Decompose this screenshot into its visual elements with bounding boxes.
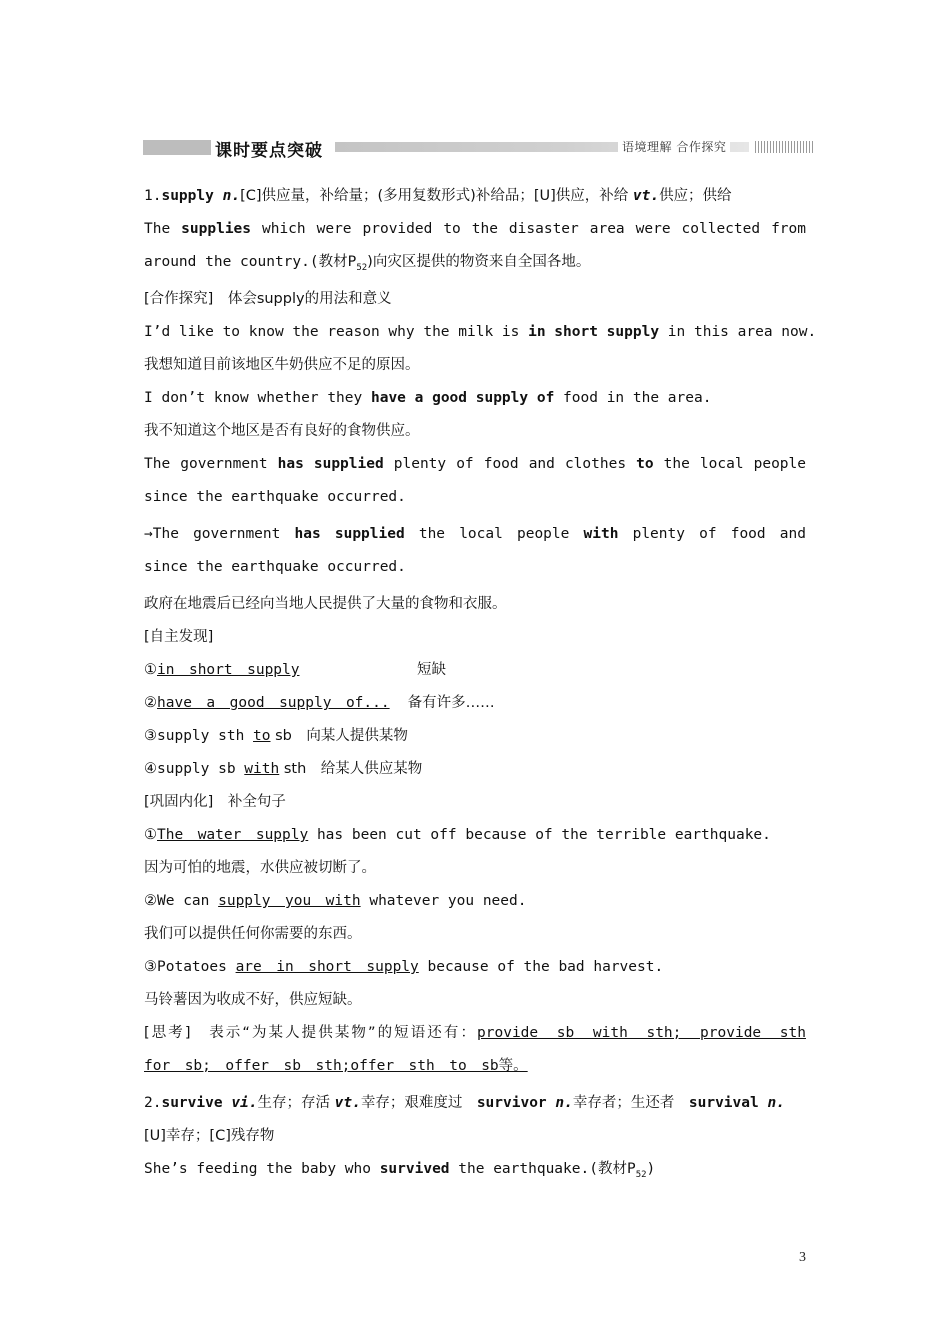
document-body <box>144 181 817 1187</box>
entry-survive-def-cont: [U]幸存；[C]残存物 <box>144 1128 275 1144</box>
exercise-2: ②We can supply you with whatever you need. <box>144 893 527 909</box>
answer-blank: for sb; offer sb sth;offer sth to sb等。 <box>144 1058 528 1074</box>
exercise-3-translation: 马铃薯因为收成不好，供应短缺。 <box>144 992 362 1008</box>
think-note: [思考] 表示“为某人提供某物”的短语还有：provide sb with sth; provide sth <box>144 1025 806 1041</box>
phrase-4: ④supply sb with sth 给某人供应某物 <box>144 761 423 777</box>
section-title: 课时要点突破 <box>215 141 323 161</box>
coop-example-2: I don’t know whether they have a good supply of food in the area. <box>144 390 712 406</box>
coop-example-4-cont: since the earthquake occurred. <box>144 559 406 575</box>
answer-blank: are in short supply <box>235 959 419 975</box>
page-number: 3 <box>799 1250 806 1265</box>
coop-label: [合作探究] 体会supply的用法和意义 <box>144 291 392 307</box>
self-discovery-label: [自主发现] <box>144 629 214 645</box>
exercise-3: ③Potatoes are in short supply because of the bad harvest. <box>144 959 664 975</box>
answer-blank: supply you with <box>218 893 361 909</box>
answer-blank: have a good supply of... <box>157 695 390 711</box>
example-sentence: The supplies which were provided to the disaster area were collected from <box>144 221 806 237</box>
entry-survive-heading: 2.survive vi.生存；存活 vt.幸存；艰难度过 survivor n.幸存者；生还者 survival n. <box>144 1095 785 1111</box>
headword: supply <box>161 188 214 204</box>
exercise-1: ①The water supply has been cut off because of the terrible earthquake. <box>144 827 771 843</box>
phrase-2: ②have a good supply of... 备有许多…… <box>144 695 495 711</box>
entry-supply-heading: 1.supply n.[C]供应量，补给量；(多用复数形式)补给品；[U]供应，补给 vt.供应；供给 <box>144 188 732 204</box>
example-sentence-cont: around the country.(教材$P_{52}$)向灾区提供的物资来自全国各地。 <box>144 254 591 273</box>
section-subtitle: 语境理解 合作探究 <box>618 138 730 155</box>
coop-example-4: →The government has supplied the local people with plenty of food and <box>144 526 806 542</box>
headword: survive <box>161 1095 223 1111</box>
survive-example: She’s feeding the baby who survived the earthquake.(教材$P_{52}$) <box>144 1161 656 1180</box>
answer-blank: provide sb with sth; provide sth <box>477 1025 806 1041</box>
answer-blank: to <box>253 728 271 744</box>
think-note-cont <box>144 1051 806 1088</box>
answer-blank: in short supply <box>157 662 300 678</box>
answer-blank: with <box>244 761 280 777</box>
coop-example-1: I’d like to know the reason why the milk is in short supply in this area now. <box>144 324 817 340</box>
coop-example-3-cont: since the earthquake occurred. <box>144 489 406 505</box>
answer-blank: The water supply <box>157 827 309 843</box>
exercise-1-translation: 因为可怕的地震，水供应被切断了。 <box>144 860 376 876</box>
exercise-2-translation: 我们可以提供任何你需要的东西。 <box>144 926 362 942</box>
coop-translation-1: 我想知道目前该地区牛奶供应不足的原因。 <box>144 357 420 373</box>
consolidation-label: [巩固内化] 补全句子 <box>144 794 286 810</box>
header-stripes <box>755 141 815 153</box>
phrase-1: ①in short supply 短缺 <box>144 655 806 688</box>
coop-translation-2: 我不知道这个地区是否有良好的食物供应。 <box>144 423 420 439</box>
phrase-3: ③supply sth to sb 向某人提供某物 <box>144 728 408 744</box>
coop-example-3: The government has supplied plenty of food and clothes to the local people <box>144 456 806 472</box>
header-bar-left <box>143 140 211 155</box>
coop-translation-4: 政府在地震后已经向当地人民提供了大量的食物和衣服。 <box>144 596 507 612</box>
section-header <box>143 136 815 161</box>
